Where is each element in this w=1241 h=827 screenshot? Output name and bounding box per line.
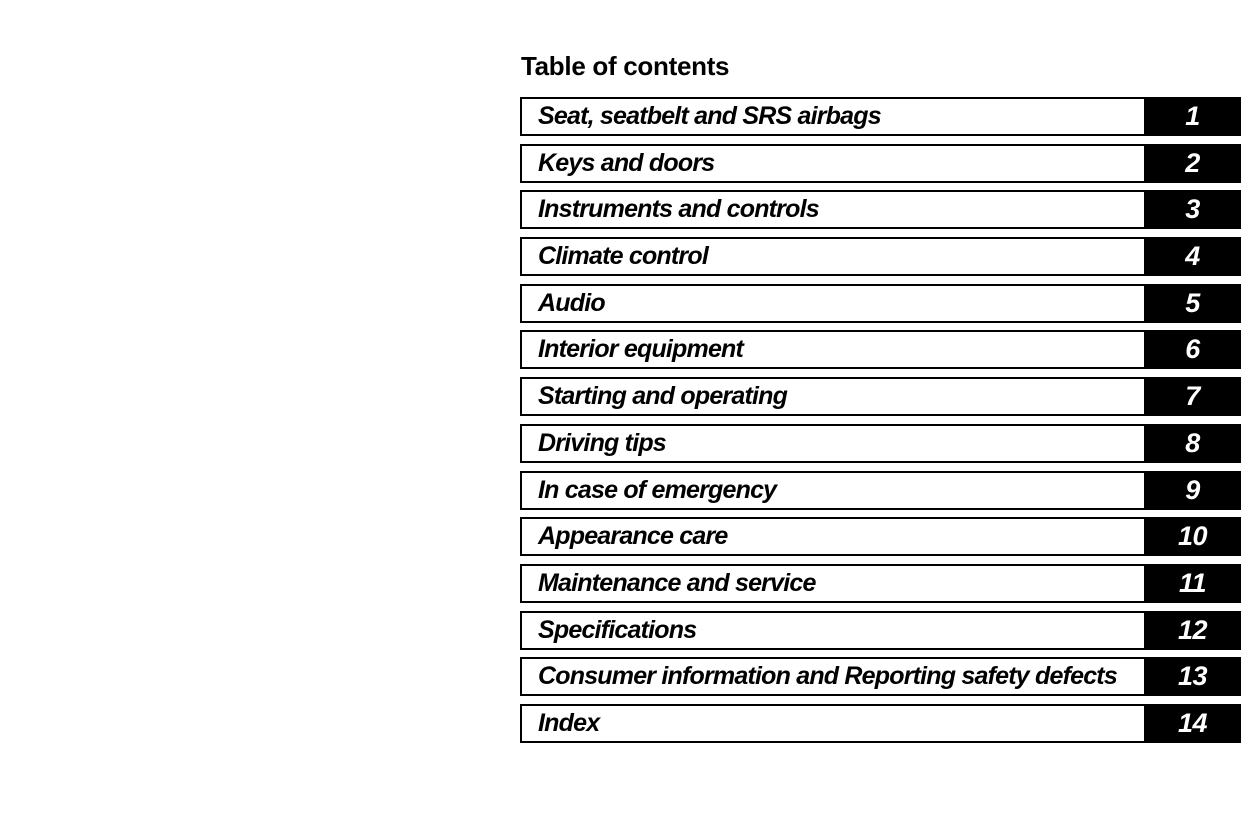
toc-chapter-number: 11 <box>1178 567 1207 598</box>
toc-chapter-number: 1 <box>1185 101 1200 131</box>
toc-chapter-number-tab <box>1146 424 1241 463</box>
toc-section-label: Seat, seatbelt and SRS airbags <box>538 102 881 130</box>
toc-chapter-number: 7 <box>1185 381 1200 412</box>
toc-section-box <box>520 564 1146 603</box>
toc-chapter-number-tab <box>1146 564 1241 603</box>
toc-section-box <box>520 704 1146 743</box>
toc-section-label: Specifications <box>538 615 697 644</box>
toc-row <box>520 330 1241 369</box>
toc-chapter-number-tab <box>1146 471 1241 510</box>
toc-section-box <box>520 237 1146 276</box>
toc-chapter-number-tab <box>1146 611 1241 650</box>
toc-chapter-number-tab <box>1146 377 1241 416</box>
toc-chapter-number: 3 <box>1185 194 1200 225</box>
toc-chapter-number: 9 <box>1185 474 1200 505</box>
toc-section-label: Maintenance and service <box>538 568 816 597</box>
toc-section-label: Instruments and controls <box>538 195 819 224</box>
toc-section-label: Interior equipment <box>538 335 744 364</box>
toc-chapter-number: 12 <box>1177 614 1208 645</box>
toc-row <box>520 144 1241 183</box>
toc-chapter-number-tab <box>1146 237 1241 276</box>
toc-row <box>520 424 1241 463</box>
toc-section-label: Driving tips <box>538 428 666 457</box>
toc-chapter-number: 2 <box>1185 147 1200 178</box>
toc-row <box>520 611 1241 650</box>
toc-section-box <box>520 517 1146 556</box>
toc-chapter-number-tab <box>1146 657 1241 696</box>
toc-section-box <box>520 611 1146 650</box>
toc-row <box>520 564 1241 603</box>
toc-chapter-number: 6 <box>1185 334 1200 365</box>
toc-chapter-number: 14 <box>1177 707 1208 738</box>
toc-list <box>520 97 1241 743</box>
page-title: Table of contents <box>521 51 730 81</box>
toc-chapter-number-tab <box>1146 144 1241 183</box>
toc-section-label: Index <box>538 708 600 737</box>
toc-chapter-number-tab <box>1146 97 1241 136</box>
toc-section-box <box>520 97 1146 136</box>
toc-row <box>520 97 1241 136</box>
toc-row <box>520 471 1241 510</box>
toc-row <box>520 704 1241 743</box>
toc-row <box>520 237 1241 276</box>
toc-section-box <box>520 424 1146 463</box>
toc-row <box>520 657 1241 696</box>
toc-section-box <box>520 377 1146 416</box>
toc-chapter-number-tab <box>1146 704 1241 743</box>
toc-section-box <box>520 284 1146 323</box>
toc-section-label: Appearance care <box>538 522 728 551</box>
toc-section-label: Starting and operating <box>538 382 788 411</box>
toc-section-box <box>520 330 1146 369</box>
toc-section-label: Consumer information and Reporting safety defects <box>538 662 1117 691</box>
toc-chapter-number-tab <box>1146 284 1241 323</box>
toc-section-label: In case of emergency <box>538 475 777 504</box>
toc-row <box>520 517 1241 556</box>
toc-section-label: Climate control <box>538 242 708 271</box>
toc-section-box <box>520 190 1146 229</box>
toc-section-label: Audio <box>538 288 605 317</box>
toc-chapter-number-tab <box>1146 330 1241 369</box>
toc-section-box <box>520 471 1146 510</box>
toc-row <box>520 284 1241 323</box>
toc-section-box <box>520 657 1146 696</box>
toc-row <box>520 190 1241 229</box>
toc-section-box <box>520 144 1146 183</box>
toc-chapter-number-tab <box>1146 517 1241 556</box>
toc-row <box>520 377 1241 416</box>
toc-chapter-number: 8 <box>1185 427 1200 458</box>
toc-chapter-number-tab <box>1146 190 1241 229</box>
toc-chapter-number: 13 <box>1177 661 1208 692</box>
toc-chapter-number: 10 <box>1177 521 1208 552</box>
toc-chapter-number: 4 <box>1185 241 1200 272</box>
toc-section-label: Keys and doors <box>538 148 715 177</box>
toc-chapter-number: 5 <box>1185 287 1200 318</box>
